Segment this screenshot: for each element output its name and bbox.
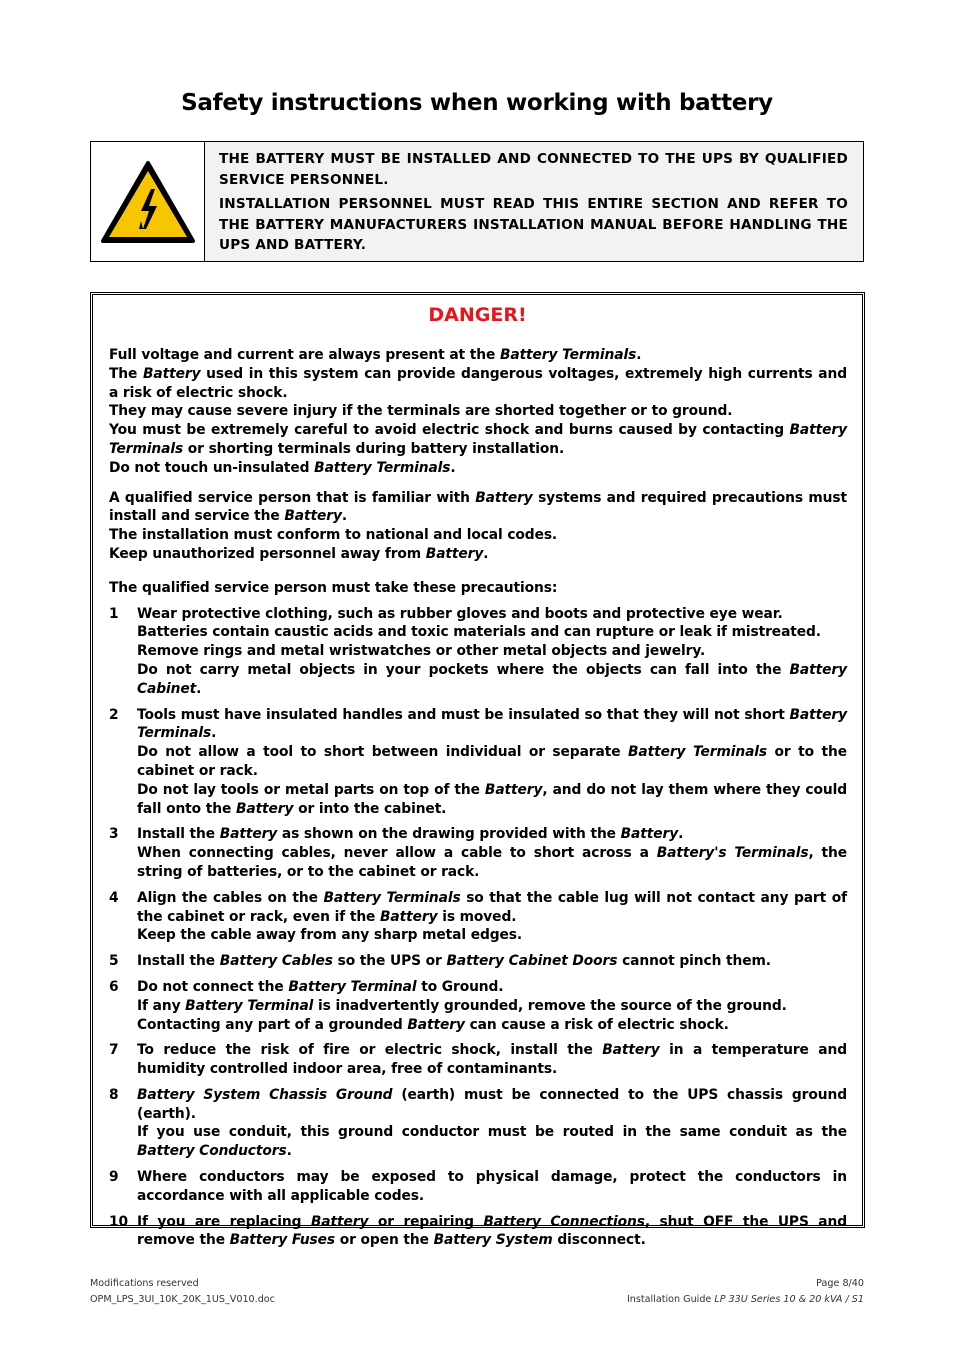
list-item (109, 1213, 847, 1251)
footer-filename: OPM_LPS_3UI_10K_20K_1US_V010.doc (90, 1294, 275, 1305)
warning-text (205, 142, 863, 261)
list-number: 5 (109, 953, 119, 970)
list-number: 3 (109, 826, 119, 843)
text-line: Align the cables on the Battery Terminals so that the cable lug will not contact any part of the cabinet or rack, even if the Battery is moved. (137, 889, 848, 925)
list-item (109, 1041, 847, 1079)
text-line: Remove rings and metal wristwatches or other metal objects and jewelry. (137, 643, 706, 660)
text-line: Battery System Chassis Ground (earth) must be connected to the UPS chassis ground (earth). (137, 1086, 847, 1122)
text-line: When connecting cables, never allow a cable to short across a Battery's Terminals, the string of batteries, or to the cabinet or rack. (137, 845, 847, 880)
text-line: The installation must conform to national and local codes. (109, 527, 558, 544)
danger-paragraph-1 (109, 346, 847, 478)
list-number: 8 (109, 1086, 119, 1103)
text-line: Do not allow a tool to short between individual or separate Battery Terminals or to the cabinet or rack. (137, 744, 847, 779)
text-line: Keep unauthorized personnel away from Battery. (109, 545, 489, 562)
footer-page-number: Page 8/40 (816, 1278, 864, 1289)
footer-guide-title: Installation Guide LP 33U Series 10 & 20 kVA / S1 (626, 1294, 864, 1305)
footer-left (90, 1276, 275, 1308)
text-line: If any Battery Terminal is inadvertently grounded, remove the source of the ground. (137, 997, 787, 1014)
text-line: To reduce the risk of fire or electric shock, install the Battery in a temperature and humidity controlled indoor area, free of contaminants. (137, 1042, 847, 1078)
list-item (109, 1168, 847, 1206)
list-item (109, 825, 847, 881)
danger-paragraph-3: The qualified service person must take these precautions: (109, 579, 558, 596)
list-item (109, 978, 847, 1034)
list-item (109, 706, 847, 819)
text-line: If you are replacing Battery or repairing Battery Connections, shut OFF the UPS and remove the Battery Fuses or open the Battery System disconnect. (137, 1213, 847, 1249)
footer-modifications: Modifications reserved (90, 1278, 199, 1289)
text-line: Batteries contain caustic acids and toxic materials and can rupture or leak if mistreated. (137, 624, 821, 641)
text-line: Full voltage and current are always present at the Battery Terminals. (109, 347, 642, 363)
text-line: Where conductors may be exposed to physical damage, protect the conductors in accordance with all applicable codes. (137, 1169, 847, 1204)
list-number: 1 (109, 605, 119, 622)
text-line: Contacting any part of a grounded Battery can cause a risk of electric shock. (137, 1016, 729, 1033)
list-number: 6 (109, 978, 119, 995)
list-item (109, 1086, 847, 1161)
danger-body (109, 346, 847, 1257)
text-line: Tools must have insulated handles and must be insulated so that they will not short Battery Terminals. (137, 706, 847, 742)
text-line: If you use conduit, this ground conductor must be routed in the same conduit as the Battery Conductors. (137, 1124, 847, 1160)
text-line: Do not lay tools or metal parts on top of the Battery, and do not lay them where they could fall onto the Battery or into the cabinet. (137, 781, 847, 817)
text-line: Install the Battery Cables so the UPS or Battery Cabinet Doors cannot pinch them. (137, 953, 771, 970)
danger-box (90, 292, 865, 1249)
danger-paragraph-2 (109, 489, 847, 564)
text-line: Keep the cable away from any sharp metal edges. (137, 927, 523, 944)
list-number: 2 (109, 706, 119, 723)
list-number: 7 (109, 1042, 119, 1059)
list-item (109, 952, 847, 971)
footer-right (627, 1276, 864, 1308)
list-item (109, 889, 847, 945)
text-line: The Battery used in this system can provide dangerous voltages, extremely high currents and a risk of electric shock. (109, 365, 847, 401)
text-line: Do not carry metal objects in your pockets where the objects can fall into the Battery Cabinet. (137, 661, 847, 697)
text-line: Do not touch un-insulated Battery Terminals. (109, 459, 456, 476)
list-number: 9 (109, 1169, 119, 1186)
list-item (109, 605, 847, 699)
text-line: A qualified service person that is familiar with Battery systems and required precautions must install and service the Battery. (109, 489, 847, 525)
warning-icon-cell (91, 142, 205, 261)
warning-line-1: THE BATTERY MUST BE INSTALLED AND CONNECTED TO THE UPS BY QUALIFIED SERVICE PERSONNEL. (219, 151, 848, 188)
page-title: Safety instructions when working with battery (181, 90, 773, 116)
text-line: You must be extremely careful to avoid electric shock and burns caused by contacting Battery Terminals or shorting terminals during battery installation. (109, 422, 847, 457)
text-line: Wear protective clothing, such as rubber gloves and boots and protective eye wear. (137, 605, 783, 622)
text-line: They may cause severe injury if the terminals are shorted together or to ground. (109, 403, 733, 420)
warning-line-2: INSTALLATION PERSONNEL MUST READ THIS ENTIRE SECTION AND REFER TO THE BATTERY MANUFACTURERS INSTALLATION MANUAL BEFORE HANDLING THE UPS AND BATTERY. (219, 196, 848, 253)
list-number: 4 (109, 889, 119, 906)
high-voltage-icon (99, 159, 197, 245)
list-number: 10 (109, 1213, 128, 1230)
danger-title: DANGER! (428, 304, 527, 326)
text-line: Install the Battery as shown on the drawing provided with the Battery. (137, 826, 684, 843)
text-line: Do not connect the Battery Terminal to Ground. (137, 978, 504, 995)
warning-box (90, 141, 864, 262)
precaution-list (109, 605, 847, 1251)
